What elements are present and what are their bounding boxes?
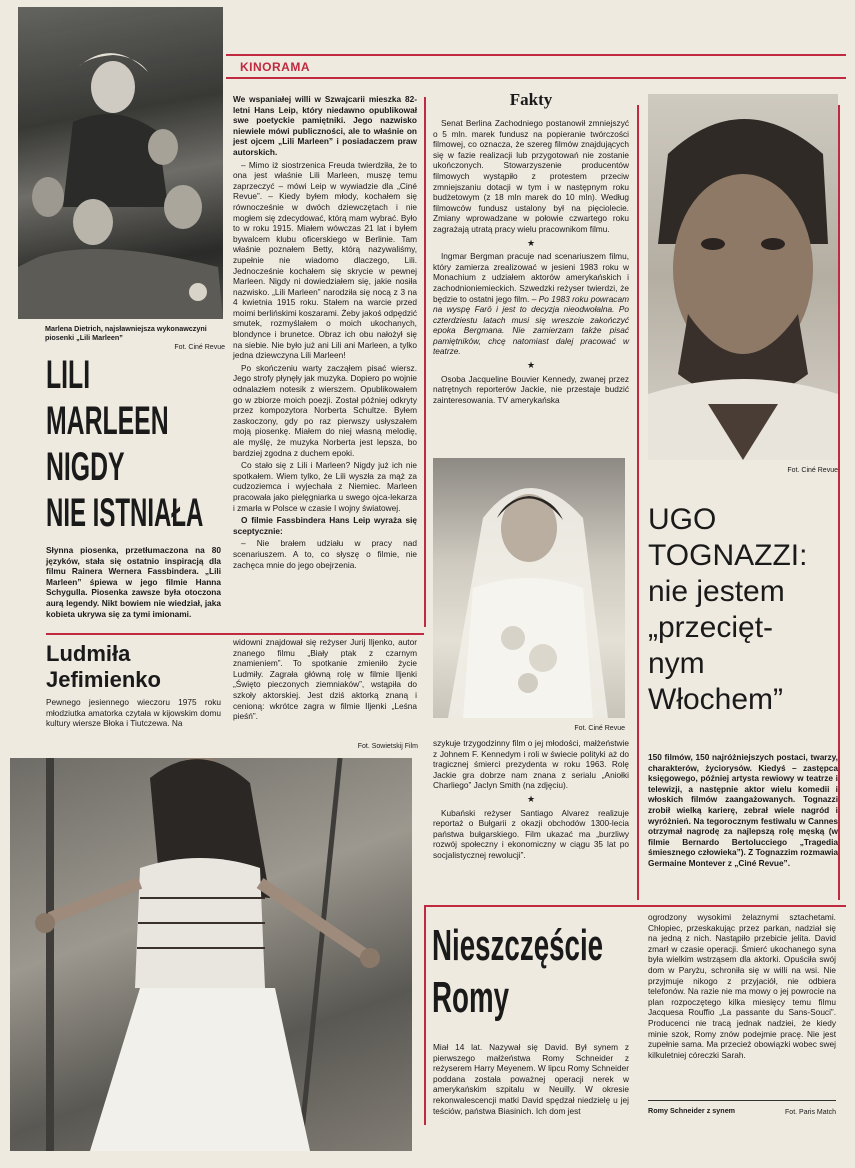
tognazzi-body: 150 filmów, 150 najróżniejszych postaci, twarzy, charakterów, życiorysów. Kiedyś – zastępca księgowego, później artysta rewiowy w teatrze i telewizji, a następnie aktor wielu komedii i włoskich filmów zaangażowanych. Tognazzi zrobił wielką karierę, zebrał wiele nagród i wyróżnień. Na tegorocznym festiwalu w Cannes otrzymał nagrodę za najlepszą rolę męską (w filmie Bernardo Bertolucciego „Tragedia śmiesznego człowieka”). Z Tognazzim rozmawia Germaine Montever z „Ciné Revue”. [648, 752, 838, 868]
tognazzi-title-line-4: „przecięt- [648, 611, 774, 644]
romy-title [432, 920, 632, 1030]
title-line-3: NIGDY [46, 445, 125, 489]
tognazzi-title-line-5: nym [648, 647, 705, 680]
star-separator-1: ★ [526, 237, 536, 248]
tognazzi-title-line-3: nie jestem [648, 575, 785, 608]
tognazzi-title-line-6: Włochem” [648, 683, 784, 716]
ludmila-top-rule [46, 633, 424, 635]
lili-marleen-title [46, 352, 236, 535]
ludmila-photo [10, 758, 412, 1151]
romy-p1: Miał 14 lat. Nazywał się David. Był synem z pierwszego małżeństwa Romy Schneider z reżyserem Harry Meyenem. W lipcu Romy Schneider poddana została poważnej operacji nerek w amerykańskim szpitalu w Neuilly. W okresie rekonwalescencji matki David spędzał niedzielę u jej teściów, państwa Biasinich. Ich dom jest [433, 1042, 629, 1116]
ludmila-p1: Pewnego jesiennego wieczoru 1975 roku młodziutka amatorka czytała w kijowskim domu kultury wiersze Błoka i Tiutczewa. Na [46, 697, 221, 729]
column-rule-2 [637, 105, 639, 900]
dietrich-caption: Marlena Dietrich, najsławniejsza wykonawczyni piosenki „Lili Marleen” [45, 324, 207, 342]
tognazzi-photo [648, 94, 838, 460]
section-label: KINORAMA [240, 60, 310, 74]
ludmila-credit: Fot. Sowietskij Film [357, 743, 418, 750]
fakty-p1: Senat Berlina Zachodniego postanowił zmniejszyć o 5 mln. marek fundusz na popieranie twórczości filmowej, co oznacza, że szereg filmów znajdujących się w fazie realizacji lub przygotowań nie zostanie ukończonych. Stowarzyszenie producentów filmowych wystąpiło z protestem przeciw zmniejszaniu dotacji w tym i w następnym roku budżetowym (z 18 mln marek do 10 mln). Według filmowców fundusz ustalony był na pięciolecie. Zmiany wprowadzane w połowie czwartego roku zagrażają utratą pracy wielu pracownikom filmu. [433, 118, 629, 234]
lili-p3: Co stało się z Lili i Marleen? Nigdy już ich nie spotkałem. Wiem tylko, że Lili wyszła za mąż za cudzoziemca i wyjechała z Niemiec. Marleen pracowała jako pielęgniarka u swego ojca-lekarza i zmarła w Polsce w czasie I wojny światowej. [233, 460, 417, 513]
romy-caption-rule [648, 1100, 836, 1101]
section-top-rule [226, 54, 846, 56]
ludmila-title-line-1: Ludmiła [46, 641, 131, 666]
portrait-graphic [648, 94, 838, 460]
romy-title-line-1: Nieszczęście [432, 921, 604, 970]
fakty-p3b: szykuje trzygodzinny film o jej młodości, małżeństwie z Johnem F. Kennedym i roli w świecie polityki aż do tragicznej śmierci prezydenta w roku 1963. Rolę Jackie gra dobrze nam znana z serialu „Aniołki Charliego” Jaclyn Smith (na zdjęciu). [433, 738, 629, 791]
star-separator-3: ★ [526, 793, 536, 804]
tognazzi-title-line-2: TOGNAZZI: [648, 539, 808, 572]
title-line-2: MARLEEN [46, 399, 169, 443]
lili-p1: – Mimo iż siostrzenica Freuda twierdziła, że to ona jest właśnie Lili Marleen, muszę temu zaprzeczyć – mówi Leip w wywiadzie dla „Ciné Revue”. – Kiedy byłem młody, kochałem się równocześnie w dwóch dziewczętach i nie mogłem się zdecydować, którą mam wybrać. Było to w roku 1915. Miałem wówczas 21 lat i byłem bywalcem klubu oficerskiego w Berlinie. Tam właśnie poznałem Betty, którą nazywaliśmy, zupełnie nie wiadomo dlaczego, Lili. Jednocześnie kochałem się skrycie w pewnej Marleen. Nigdy ni dowiedziałem się, jakie nosiła nazwisko. „Lili Marleen” narodziła się nocą z 3 na 4 kwietnia 1915 roku. Stałem na warcie przed moimi berlińskimi koszarami. Żeby jakoś odpędzić smutek, rozmyślałem o moich ukochanych, blondynce i brunetce. Obraz ich obu nałożył się na siebie. Nie było już ani Lili ani Marleen, a tylko jedna dziewczyna Lili Marleen! [233, 159, 417, 361]
fakty-p3: Osoba Jacqueline Bouvier Kennedy, zwanej przez natrętnych reporterów Jackie, nie przestaje budzić zainteresowania. TV amerykańska [433, 373, 629, 405]
fakty-heading: Fakty [509, 90, 553, 109]
fakty-column-bottom [433, 738, 629, 863]
swing-graphic [10, 758, 412, 1151]
lili-p4: O filmie Fassbindera Hans Leip wyraża się sceptycznie: [233, 515, 417, 536]
lili-p2: Po skończeniu warty zacząłem pisać wiersz. Jego strofy płynęły jak muzyka. Dopiero po wojnie odnalazłem notesik z wierszem. Opublikowałem go w zbiorze moich poezji. Został później odkryty przez kompozytora Norberta Schultze. Byłem zaskoczony, gdy po raz pierwszy usłyszałem moją piosenkę. Miałem do niej własną melodię, ale myślę, że muzyka Norberta jest lepsza, bo bardziej zgodna z duchem epoki. [233, 362, 417, 458]
lili-p5: – Nie brałem udziału w pracy nad scenariuszem. A to, co słyszę o filmie, nie zachęca mnie do jego obejrzenia. [233, 538, 417, 570]
dietrich-credit: Fot. Ciné Revue [174, 344, 225, 351]
fakty-p2b: Po 1983 roku powracam na wyspę Farö i jest to decyzja nieodwołalna. Po czterdziestu latach musi się wreszcie zakończyć epoka Bergmana. Nie zamierzam także pisać pamiętników, chcę natomiast dalej pracować w teatrze. [433, 293, 629, 357]
column-rule-1 [424, 97, 426, 627]
ludmila-title-line-2: Jefimienko [46, 667, 161, 692]
romy-left-rule [424, 905, 426, 1125]
section-bottom-rule [226, 77, 846, 79]
bride-credit: Fot. Ciné Revue [574, 725, 625, 732]
lili-article-column [233, 94, 417, 572]
crowd-figures-graphic [18, 7, 223, 319]
bride-graphic [433, 458, 625, 718]
romy-credit: Fot. Paris Match [785, 1109, 836, 1116]
romy-title-line-2: Romy [432, 973, 510, 1022]
ludmila-title [46, 641, 226, 693]
star-separator-2: ★ [526, 360, 536, 371]
ludmila-p2: widowni znajdował się reżyser Jurij Iljenko, autor znanego filmu „Biały ptak z czarnym znamieniem”. To spotkanie zmieniło życie Ludmiły. Zagrała główną rolę w filmie Iljenki „Święto pieczonych ziemniaków”, wstąpiła do szkoły aktorskiej. Jest dziś aktorką znaną i cenioną: wkrótce zagra w filmie Iljenki „Leśna pieśń”. [233, 637, 417, 722]
tognazzi-title-line-1: UGO [648, 503, 717, 536]
fakty-p4: Kubański reżyser Santiago Alvarez realizuje reportaż o Bułgarii z okazji obchodów 1300-lecia państwa bułgarskiego. Film ukazać ma „burzliwy rozwój społeczny i ekonomiczny w ciągu 35 lat po socjalistycznej rewolucji”. [433, 807, 629, 860]
dietrich-photo [18, 7, 223, 319]
romy-p2: ogrodzony wysokimi żelaznymi sztachetami. Chłopiec, przeskakując przez parkan, nadział się na jedną z nich. Nastąpiło przebicie jelita. David zmarł w czasie operacji. Śmierć ukochanego syna była wielkim wstrząsem dla aktorki. Opuściła swój dom w Paryżu, schroniła się w willi na wsi. Nie przyjmuje nikogo z przyjaciół, nie odbiera telefonów. Na razie nie ma mowy o jej powrocie na plan rozpoczętego kilka miesięcy temu filmu Jacquesa Rouffio „La passante du Sans-Souci”. Producenci nie tracą jednak nadziei, że kiedy minie szok, Romy znów podejmie pracę. Nie jest zupełnie sama. Ma przecież obowiązki wobec swej kilkuletniej córeczki Sarah. [648, 912, 836, 1060]
jaclyn-smith-photo [433, 458, 625, 718]
title-line-4: NIE ISTNIAŁA [46, 491, 204, 535]
lili-lead: Słynna piosenka, przetłumaczona na 80 języków, stała się ostatnio inspiracją dla filmu Rainera Wernera Fassbindera. „Lili Marleen” śpiewa w jego filmie Hanna Schygulla. Piosenka zawsze była otoczona aurą legendy. Nikt bowiem nie wiedział, jaka kobieta ukrywa się za tymi imionami. [46, 545, 221, 619]
romy-caption: Romy Schneider z synem [648, 1106, 736, 1115]
lili-intro: We wspaniałej willi w Szwajcarii mieszka 82-letni Hans Leip, który niedawno opublikował swe poetyckie pamiętniki. Jego nazwisko niewiele mówi publiczności, ale to właśnie on jest ojcem „Lili Marleen” i posiadaczem praw autorskich. [233, 94, 417, 157]
tognazzi-credit: Fot. Ciné Revue [787, 467, 838, 474]
romy-top-rule [424, 905, 846, 907]
title-line-1: LILI [46, 353, 91, 397]
fakty-column-top [433, 118, 629, 407]
column-rule-3 [838, 105, 840, 900]
fakty-p2a: Ingmar Bergman pracuje nad scenariuszem filmu, który zamierza zrealizować w jesieni 1983 roku w Monachium z udziałem aktorów amerykańskich i zachodnioniemieckich. Szwedzki reżyser twierdzi, że będzie to ostatni jego film. – [433, 251, 629, 304]
tognazzi-title [648, 502, 838, 718]
